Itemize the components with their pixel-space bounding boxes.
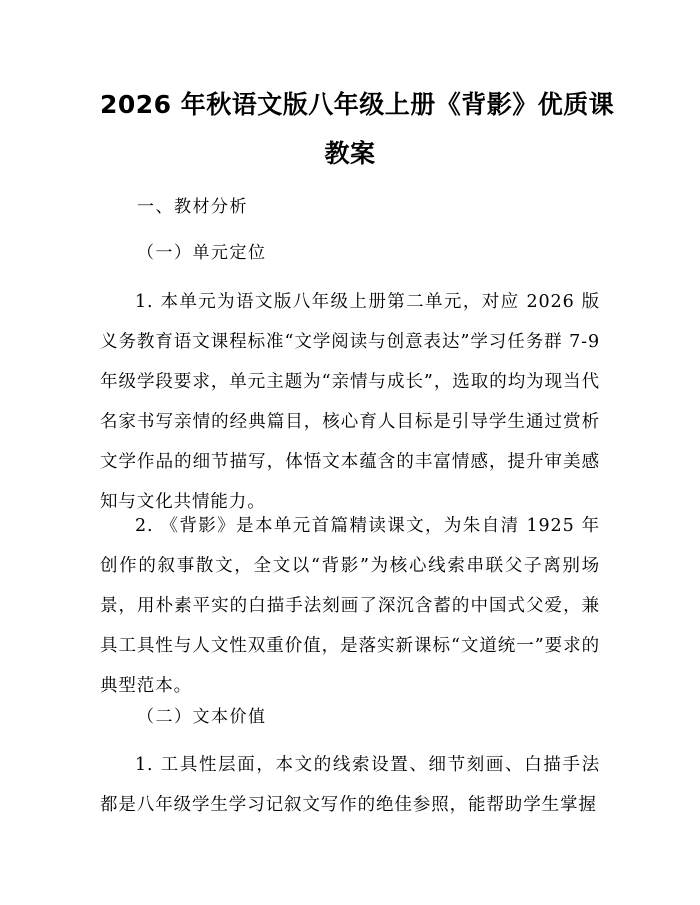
- section-heading-textbook-analysis: 一、教材分析: [137, 197, 248, 217]
- document-title-line2: 教案: [324, 139, 376, 168]
- paragraph-unit-positioning-2: 2. 《背影》是本单元首篇精读课文，为朱自清 1925 年创作的叙事散文，全文以“背影”为核心线索串联父子离别场景，用朴素平实的白描手法刻画了深沉含蓄的中国式父爱，兼具工具性与人文性双重价值，是落实新课标“文道统一”要求的典型范本。: [100, 516, 600, 696]
- paragraph-unit-positioning-1: 1. 本单元为语文版八年级上册第二单元，对应 2026 版义务教育语文课程标准“文学阅读与创意表达”学习任务群 7-9 年级学段要求，单元主题为“亲情与成长”，选取的均为现当代名家书写亲情的经典篇目，核心育人目标是引导学生通过赏析文学作品的细节描写，体悟文本蕴含的丰富情感，提升审美感知与文化共情能力。: [100, 292, 600, 512]
- paragraph-text-value-1: 1. 工具性层面，本文的线索设置、细节刻画、白描手法都是八年级学生学习记叙文写作的绝佳参照，能帮助学生掌握: [100, 755, 600, 815]
- subsection-heading-text-value: （二）文本价值: [137, 707, 267, 727]
- document-title-line1: 2026 年秋语文版八年级上册《背影》优质课: [100, 90, 615, 119]
- subsection-heading-unit-positioning: （一）单元定位: [137, 243, 267, 263]
